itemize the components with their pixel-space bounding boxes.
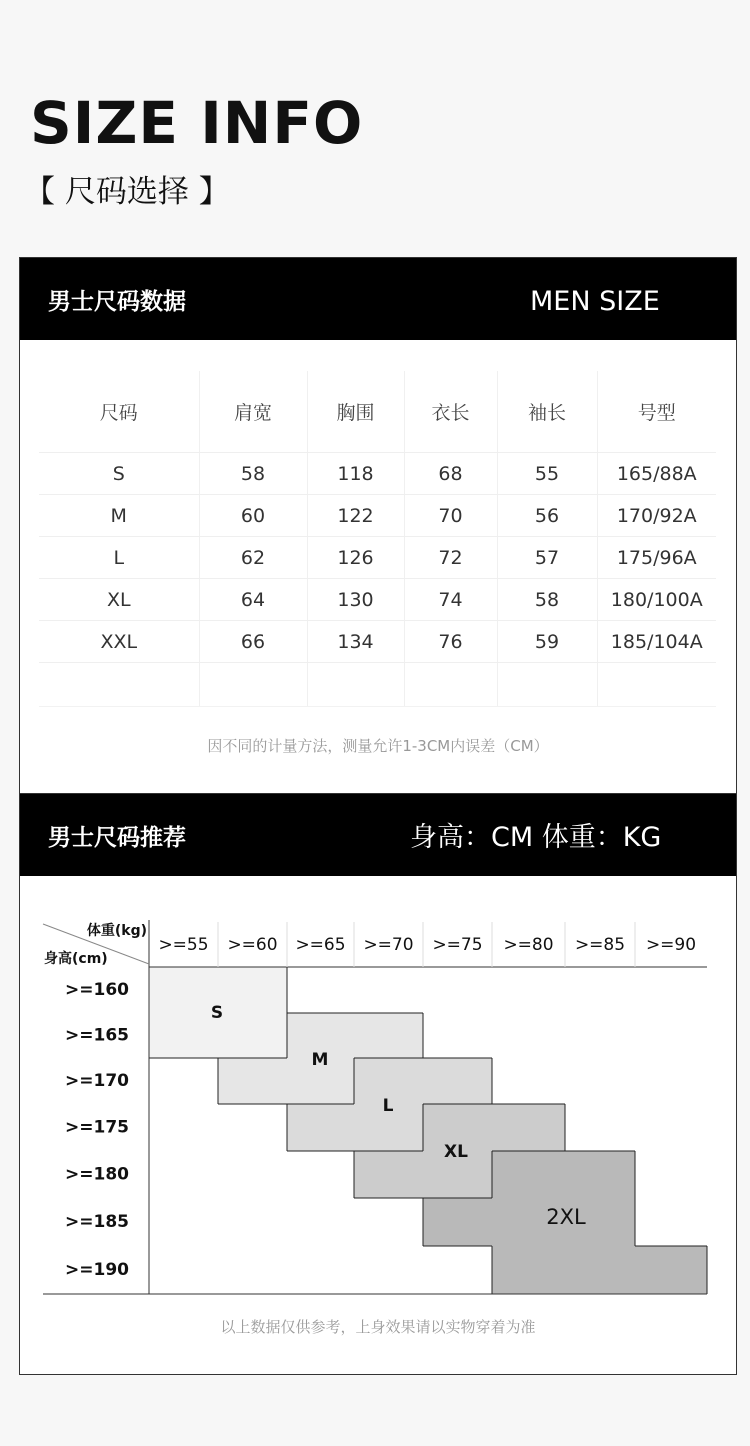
table-cell-empty [497, 663, 597, 707]
weight-header: >=60 [227, 935, 278, 955]
page-subtitle: 【 尺码选择 】 [24, 174, 230, 210]
table-cell: 58 [199, 453, 307, 495]
size-region-cell [218, 1013, 287, 1058]
size-region-cell [423, 1058, 492, 1104]
size-region-cell [492, 1151, 565, 1198]
size-recommend-card [19, 793, 737, 1375]
size-region-cell [354, 1013, 423, 1058]
size-region-cell [354, 1151, 423, 1198]
size-region-cell [492, 1104, 565, 1151]
table-row [39, 621, 716, 663]
weight-header: >=90 [645, 935, 697, 955]
size-region-label: 2XL [546, 1205, 586, 1229]
table-cell: 56 [497, 495, 597, 537]
reference-note: 以上数据仅供参考，上身效果请以实物穿着为准 [220, 1318, 536, 1336]
table-row [39, 537, 716, 579]
table-cell: 76 [404, 621, 497, 663]
weight-header: >=75 [432, 935, 483, 955]
table-cell: 72 [404, 537, 497, 579]
weight-header: >=65 [295, 935, 346, 955]
table-cell: 58 [497, 579, 597, 621]
table-cell: 118 [307, 453, 404, 495]
size-region-label: S [210, 1003, 224, 1023]
height-header: >=170 [65, 1071, 129, 1091]
size-region-cell [635, 1246, 707, 1294]
table-cell: 70 [404, 495, 497, 537]
table-cell: 62 [199, 537, 307, 579]
table-cell: 165/88A [597, 453, 716, 495]
table-row [39, 453, 716, 495]
height-header: >=190 [65, 1260, 129, 1280]
table-cell-empty [39, 663, 199, 707]
table-cell: 126 [307, 537, 404, 579]
size-region-cell [218, 967, 287, 1013]
height-header: >=160 [65, 980, 129, 1000]
corner-weight-label: 体重(kg) [86, 923, 147, 939]
table-cell: 59 [497, 621, 597, 663]
col-header-size: 尺码 [39, 371, 199, 453]
table-cell: 180/100A [597, 579, 716, 621]
height-header: >=180 [65, 1164, 129, 1185]
size-region-label: XL [444, 1142, 468, 1162]
weight-header: >=55 [158, 935, 209, 955]
table-cell-empty [307, 663, 404, 707]
size-region-cell [565, 1151, 635, 1198]
height-header: >=185 [65, 1212, 129, 1232]
size-region-cell [149, 1013, 218, 1058]
table-row-empty [39, 663, 716, 707]
table-cell: 122 [307, 495, 404, 537]
measurement-note: 因不同的计量方法，测量允许1-3CM内误差（CM） [207, 737, 549, 755]
table-cell: XXL [39, 621, 199, 663]
men-size-card [19, 257, 737, 794]
table-cell: 175/96A [597, 537, 716, 579]
table-row [39, 495, 716, 537]
men-size-title-en: MEN SIZE [530, 286, 660, 317]
table-cell: 74 [404, 579, 497, 621]
table-cell-empty [597, 663, 716, 707]
table-cell-empty [404, 663, 497, 707]
table-cell: L [39, 537, 199, 579]
table-cell: 64 [199, 579, 307, 621]
table-cell: 66 [199, 621, 307, 663]
size-region-cell [149, 967, 218, 1013]
weight-header: >=85 [574, 935, 626, 955]
table-cell-empty [199, 663, 307, 707]
col-header-fit: 号型 [597, 371, 716, 453]
height-header: >=175 [65, 1117, 129, 1138]
men-size-title-cn: 男士尺码数据 [48, 289, 186, 315]
size-region-label: M [311, 1050, 329, 1070]
table-cell: M [39, 495, 199, 537]
page-title: SIZE INFO [30, 89, 364, 157]
table-cell: XL [39, 579, 199, 621]
table-cell: S [39, 453, 199, 495]
size-region-cell [423, 1198, 492, 1246]
table-cell: 170/92A [597, 495, 716, 537]
size-region-cell [492, 1246, 565, 1294]
table-cell: 60 [199, 495, 307, 537]
men-size-header-bar [20, 258, 736, 340]
col-header-chest: 胸围 [307, 371, 404, 453]
height-header: >=165 [65, 1025, 129, 1046]
size-region-cell [565, 1246, 635, 1294]
size-recommend-grid [20, 794, 736, 1374]
size-table-header-row [39, 371, 716, 453]
table-row [39, 579, 716, 621]
col-header-shoulder: 肩宽 [199, 371, 307, 453]
table-cell: 185/104A [597, 621, 716, 663]
table-cell: 68 [404, 453, 497, 495]
size-region-cell [287, 1104, 354, 1151]
size-region-cell [218, 1058, 287, 1104]
size-table [39, 371, 716, 707]
table-cell: 57 [497, 537, 597, 579]
table-cell: 134 [307, 621, 404, 663]
recommend-units: 身高：CM 体重：KG [410, 822, 662, 853]
weight-header: >=70 [363, 935, 414, 955]
table-cell: 55 [497, 453, 597, 495]
recommend-title-cn: 男士尺码推荐 [48, 825, 186, 851]
corner-height-label: 身高(cm) [44, 951, 108, 967]
size-region-label: L [382, 1096, 394, 1116]
table-cell: 130 [307, 579, 404, 621]
col-header-length: 衣长 [404, 371, 497, 453]
col-header-sleeve: 袖长 [497, 371, 597, 453]
weight-header: >=80 [503, 935, 554, 955]
